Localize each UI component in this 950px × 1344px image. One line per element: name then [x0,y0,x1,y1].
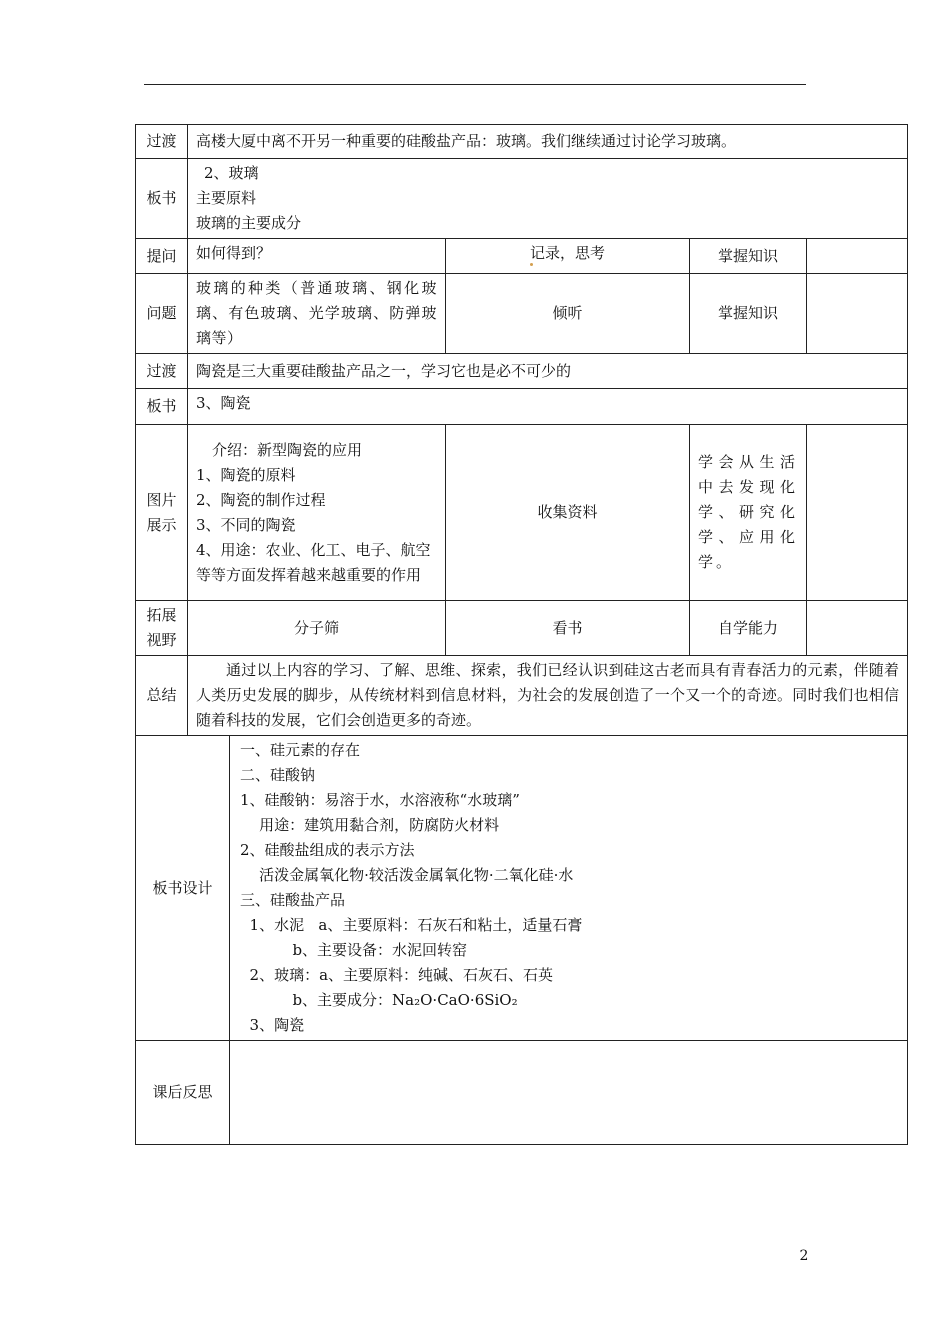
empty-cell [807,239,908,274]
board-line: 主要原料 [196,189,257,207]
student-activity: 收集资料 [446,425,690,601]
row-label: 板书设计 [136,736,230,1041]
empty-cell [807,274,908,354]
table-row [136,239,908,274]
board-design-line: 三、硅酸盐产品 [240,891,346,909]
row-label: 板书 [136,389,188,425]
teacher-activity: 玻璃的种类（普通玻璃、钢化玻璃、有色玻璃、光学玻璃、防弹玻璃等） [188,274,446,354]
board-line: 玻璃的主要成分 [196,214,302,232]
row-label: 课后反思 [136,1041,230,1145]
table-row [136,656,908,736]
page-number: 2 [799,1248,809,1264]
board-design-line: b、主要设备：水泥回转窑 [240,941,468,959]
board-design-line: b、主要成分：Na₂O·CaO·6SiO₂ [240,991,518,1009]
board-design-line: 用途：建筑用黏合剂，防腐防火材料 [240,816,500,834]
teacher-activity: 如何得到？ [188,239,446,274]
table-row [136,125,908,159]
row-label: 总结 [136,656,188,736]
table-row [136,425,908,601]
table-row [136,601,908,656]
board-line: 2、玻璃 [204,164,259,182]
list-item: 2、陶瓷的制作过程 [196,490,326,509]
board-design-line: 2、硅酸盐组成的表示方法 [240,841,415,859]
board-design-line: 活泼金属氧化物·较活泼金属氧化物·二氧化硅·水 [240,866,574,884]
list-item: 1、陶瓷的原料 [196,465,296,484]
row-label: 图片展示 [136,425,188,601]
board-design-line: 1、硅酸钠：易溶于水，水溶液称“水玻璃” [240,791,520,809]
row-content [188,159,908,239]
summary-text: 通过以上内容的学习、了解、思维、探索，我们已经认识到硅这古老而具有青春活力的元素，伴随着人类历史发展的脚步，从传统材料到信息材料，为社会的发展创造了一个又一个的奇迹。同时我们也相信随着科技的发展，它们会创造更多的奇迹。 [188,656,908,736]
student-activity: 看书 [446,601,690,656]
list-item: 3、不同的陶瓷 [196,515,296,534]
board-design-line: 二、硅酸钠 [240,766,316,784]
table-row [136,159,908,239]
row-label: 板书 [136,159,188,239]
row-content: 3、陶瓷 [188,389,908,425]
board-design-line: 一、硅元素的存在 [240,741,361,759]
row-label: 提问 [136,239,188,274]
table-row [136,389,908,425]
board-design-line: 3、陶瓷 [240,1016,305,1034]
table-row [136,354,908,389]
mark-dot [530,263,533,266]
row-content: 陶瓷是三大重要硅酸盐产品之一，学习它也是必不可少的 [188,354,908,389]
list-item: 4、用途：农业、化工、电子、航空等等方面发挥着越来越重要的作用 [196,540,431,584]
empty-cell [807,425,908,601]
row-label: 过渡 [136,125,188,159]
design-intent: 掌握知识 [690,239,807,274]
row-label: 问题 [136,274,188,354]
design-intent: 自学能力 [690,601,807,656]
board-design-line: 2、玻璃：a、主要原料：纯碱、石灰石、石英 [240,966,554,984]
table-row [136,1041,908,1145]
teacher-activity [188,425,446,601]
board-design-line: 1、水泥 a、主要原料：石灰石和粘土，适量石膏 [240,916,583,934]
reflection-content [230,1041,908,1145]
row-content: 高楼大厦中离不开另一种重要的硅酸盐产品：玻璃。我们继续通过讨论学习玻璃。 [188,125,908,159]
empty-cell [807,601,908,656]
board-design-content [230,736,908,1041]
student-activity: 倾听 [446,274,690,354]
teacher-activity: 分子筛 [188,601,446,656]
student-activity [446,239,690,274]
row-label: 过渡 [136,354,188,389]
design-intent: 掌握知识 [690,274,807,354]
header-rule [144,84,806,85]
table-row [136,274,908,354]
design-intent: 学会从生活中去发现化学、研究化学、应用化学。 [690,425,807,601]
row-label: 拓展视野 [136,601,188,656]
lesson-plan-table [135,124,908,1145]
student-activity-text: 记录，思考 [529,244,605,262]
list-item: 介绍：新型陶瓷的应用 [212,440,363,459]
table-row [136,736,908,1041]
